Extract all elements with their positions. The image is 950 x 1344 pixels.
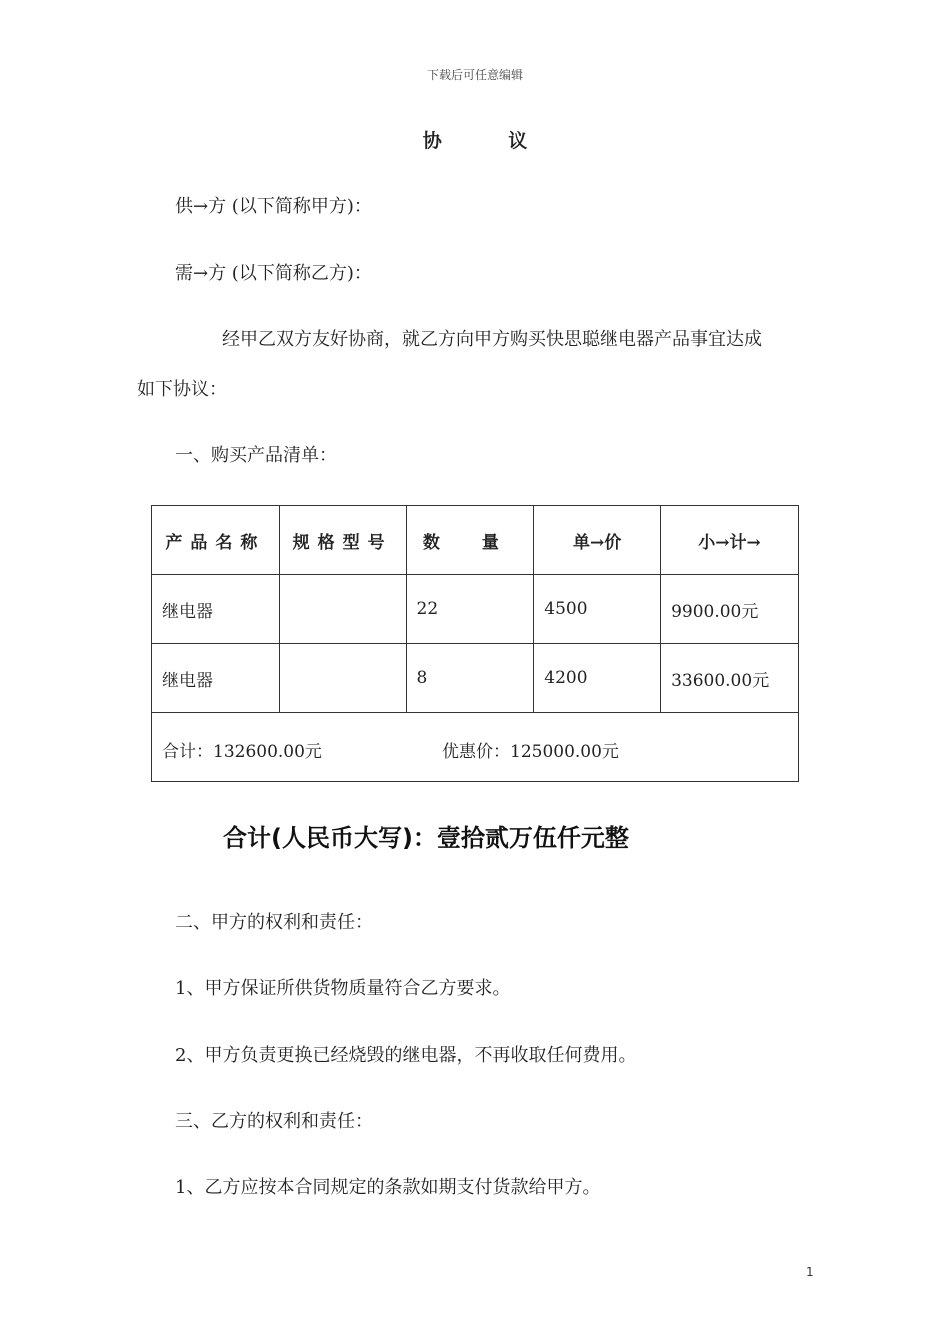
table-row xyxy=(152,575,799,644)
cell-model xyxy=(279,644,406,713)
cell-subtotal: 9900.00元 xyxy=(661,575,799,644)
header-subtotal: 小→计→ xyxy=(661,506,799,575)
header-unit-price: 单→价 xyxy=(534,506,661,575)
buyer-line: 需→方 (以下简称乙方)： xyxy=(175,263,372,284)
document-title: 协 议 xyxy=(422,130,558,152)
intro-paragraph-line1: 经甲乙双方友好协商，就乙方向甲方购买快思聪继电器产品事宜达成 xyxy=(222,329,762,350)
section2-heading: 二、甲方的权利和责任： xyxy=(175,912,373,933)
page-header-note: 下载后可任意编辑 xyxy=(426,68,523,82)
cell-unit-price: 4500 xyxy=(534,575,661,644)
amount-in-words: 合计(人民币大写)：壹拾贰万伍仟元整 xyxy=(223,824,629,852)
table-row xyxy=(152,644,799,713)
header-product-name: 产品名称 xyxy=(152,506,280,575)
discount-amount: 优惠价：125000.00元 xyxy=(442,742,619,762)
cell-product-name: 继电器 xyxy=(152,575,280,644)
section2-item1: 1、甲方保证所供货物质量符合乙方要求。 xyxy=(175,978,511,999)
header-quantity: 数 量 xyxy=(406,506,534,575)
table-total-row xyxy=(152,713,799,782)
cell-product-name: 继电器 xyxy=(152,644,280,713)
header-model: 规格型号 xyxy=(279,506,406,575)
total-amount: 合计：132600.00元 xyxy=(162,742,322,762)
table-header-row xyxy=(152,506,799,575)
intro-paragraph-line2: 如下协议： xyxy=(137,379,227,400)
cell-quantity: 22 xyxy=(406,575,534,644)
product-table xyxy=(151,505,799,782)
section2-item2: 2、甲方负责更换已经烧毁的继电器，不再收取任何费用。 xyxy=(175,1045,637,1066)
section3-heading: 三、乙方的权利和责任： xyxy=(175,1111,373,1132)
cell-quantity: 8 xyxy=(406,644,534,713)
section1-heading: 一、购买产品清单： xyxy=(175,445,337,466)
page-number: 1 xyxy=(806,1265,814,1279)
cell-model xyxy=(279,575,406,644)
supplier-line: 供→方 (以下简称甲方)： xyxy=(175,196,372,217)
cell-unit-price: 4200 xyxy=(534,644,661,713)
section3-item1: 1、乙方应按本合同规定的条款如期支付货款给甲方。 xyxy=(175,1177,601,1198)
cell-subtotal: 33600.00元 xyxy=(661,644,799,713)
total-cell xyxy=(152,713,799,782)
